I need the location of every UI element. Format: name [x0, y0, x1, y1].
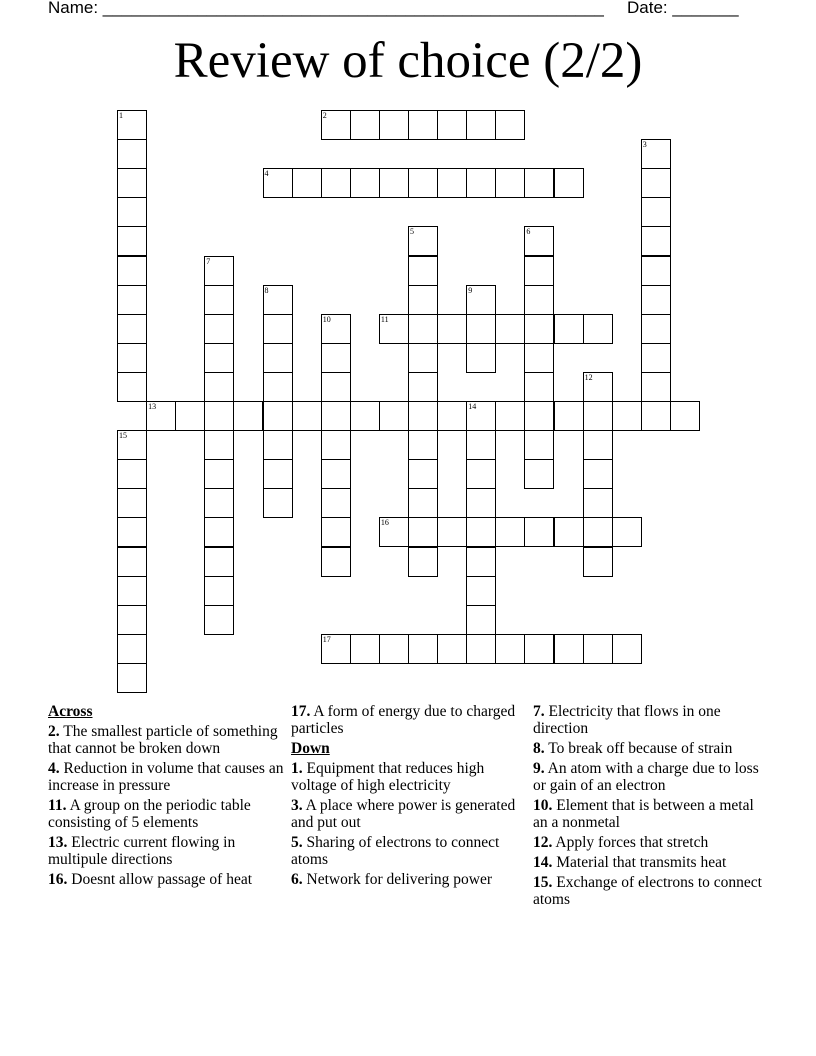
clues-column-1	[48, 700, 284, 891]
cell-number: 4	[264, 169, 269, 179]
crossword-cell[interactable]	[554, 401, 584, 431]
crossword-cell[interactable]	[641, 314, 671, 344]
crossword-cell[interactable]	[437, 634, 467, 664]
page-title: Review of choice (2/2)	[173, 33, 643, 89]
crossword-cell[interactable]	[117, 605, 147, 635]
down-clue	[533, 854, 769, 871]
crossword-cell[interactable]	[321, 517, 351, 547]
crossword-cell[interactable]	[495, 401, 525, 431]
crossword-cell[interactable]	[583, 372, 613, 402]
crossword-cell[interactable]	[117, 197, 147, 227]
crossword-cell[interactable]	[321, 343, 351, 373]
crossword-cell[interactable]	[321, 547, 351, 577]
cell-number: 3	[642, 140, 647, 150]
clue-text: Network for delivering power	[306, 871, 493, 888]
crossword-cell[interactable]	[408, 256, 438, 286]
clue-number: 1.	[291, 760, 303, 777]
crossword-cell[interactable]	[321, 634, 351, 664]
cell-number: 10	[322, 314, 331, 324]
crossword-cell[interactable]	[379, 314, 409, 344]
clue-text: A place where power is generated and put out	[291, 797, 516, 831]
crossword-cell[interactable]	[583, 459, 613, 489]
crossword-cell[interactable]	[641, 372, 671, 402]
clue-text: Equipment that reduces high voltage of high electricity	[291, 760, 485, 794]
crossword-cell[interactable]	[204, 343, 234, 373]
clue-text: Doesnt allow passage of heat	[71, 871, 253, 888]
crossword-cell[interactable]	[263, 314, 293, 344]
crossword-cell[interactable]	[583, 634, 613, 664]
crossword-cell[interactable]	[233, 401, 263, 431]
crossword-cell[interactable]	[321, 488, 351, 518]
down-clue	[533, 740, 769, 757]
across-clue	[48, 760, 284, 794]
cell-number: 15	[119, 431, 127, 441]
crossword-cell[interactable]	[117, 517, 147, 547]
crossword-cell[interactable]	[466, 488, 496, 518]
crossword-cell[interactable]	[263, 285, 293, 315]
down-clue	[533, 874, 769, 908]
crossword-cell[interactable]	[263, 343, 293, 373]
clue-number: 2.	[48, 723, 60, 740]
crossword-cell[interactable]	[204, 547, 234, 577]
clue-number: 14.	[533, 854, 553, 871]
crossword-cell[interactable]	[408, 547, 438, 577]
crossword-cell[interactable]	[263, 168, 293, 198]
cell-number: 5	[410, 227, 414, 237]
crossword-cell[interactable]	[524, 285, 554, 315]
crossword-cell[interactable]	[321, 314, 351, 344]
down-clue	[291, 834, 527, 868]
crossword-cell[interactable]	[204, 576, 234, 606]
crossword-cell[interactable]	[495, 634, 525, 664]
across-clue	[48, 834, 284, 868]
cell-number: 7	[206, 256, 211, 266]
crossword-cell[interactable]	[204, 488, 234, 518]
clue-text: Exchange of electrons to connect atoms	[533, 874, 762, 908]
crossword-cell[interactable]	[204, 285, 234, 315]
clue-number: 3.	[291, 797, 303, 814]
crossword-cell[interactable]	[524, 372, 554, 402]
crossword-cell[interactable]	[379, 168, 409, 198]
crossword-cell[interactable]	[263, 488, 293, 518]
crossword-cell[interactable]	[466, 110, 496, 140]
crossword-cell[interactable]	[583, 430, 613, 460]
crossword-cell[interactable]	[321, 401, 351, 431]
across-clue	[291, 703, 527, 737]
crossword-cell[interactable]	[117, 459, 147, 489]
crossword-cell[interactable]	[466, 314, 496, 344]
crossword-cell[interactable]	[466, 459, 496, 489]
cell-number: 11	[380, 314, 389, 324]
crossword-cell[interactable]	[641, 285, 671, 315]
crossword-cell[interactable]	[583, 488, 613, 518]
clue-text: Element that is between a metal an a nonmetal	[533, 797, 754, 831]
crossword-cell[interactable]	[524, 256, 554, 286]
crossword-cell[interactable]	[554, 168, 584, 198]
crossword-cell[interactable]	[204, 314, 234, 344]
crossword-cell[interactable]	[641, 139, 671, 169]
clue-text: Electric current flowing in multipule directions	[48, 834, 236, 868]
crossword-cell[interactable]	[204, 459, 234, 489]
crossword-cell[interactable]	[524, 459, 554, 489]
crossword-cell[interactable]	[437, 517, 467, 547]
crossword-cell[interactable]	[641, 401, 671, 431]
across-clue	[48, 723, 284, 757]
clue-text: Sharing of electrons to connect atoms	[291, 834, 500, 868]
crossword-cell[interactable]	[554, 517, 584, 547]
crossword-cell[interactable]	[292, 168, 322, 198]
crossword-cell[interactable]	[379, 401, 409, 431]
crossword-cell[interactable]	[554, 314, 584, 344]
clue-text: To break off because of strain	[548, 740, 733, 757]
crossword-cell[interactable]	[204, 401, 234, 431]
crossword-cell[interactable]	[524, 430, 554, 460]
crossword-cell[interactable]	[466, 605, 496, 635]
crossword-cell[interactable]	[466, 430, 496, 460]
crossword-cell[interactable]	[204, 256, 234, 286]
down-clue	[533, 834, 769, 851]
crossword-cell[interactable]	[408, 430, 438, 460]
clue-text: Electricity that flows in one direction	[533, 703, 721, 737]
crossword-cell[interactable]	[117, 663, 147, 693]
crossword-cell[interactable]	[408, 314, 438, 344]
clue-text: The smallest particle of something that cannot be broken down	[48, 723, 278, 757]
crossword-cell[interactable]	[350, 168, 380, 198]
clue-number: 9.	[533, 760, 545, 777]
crossword-cell[interactable]	[117, 285, 147, 315]
clue-number: 17.	[291, 703, 311, 720]
crossword-cell[interactable]	[379, 634, 409, 664]
across-clue	[48, 797, 284, 831]
clue-number: 6.	[291, 871, 303, 888]
crossword-cell[interactable]	[117, 139, 147, 169]
down-clue	[291, 797, 527, 831]
clue-text: A form of energy due to charged particles	[291, 703, 516, 737]
crossword-cell[interactable]	[408, 488, 438, 518]
crossword-cell[interactable]	[408, 226, 438, 256]
crossword-cell[interactable]	[408, 168, 438, 198]
cell-number: 1	[119, 111, 123, 120]
crossword-cell[interactable]	[641, 256, 671, 286]
crossword-cell[interactable]	[408, 401, 438, 431]
crossword-cell[interactable]	[263, 430, 293, 460]
crossword-cell[interactable]	[321, 168, 351, 198]
clue-text: An atom with a charge due to loss or gain of an electron	[533, 760, 759, 794]
down-clue	[291, 760, 527, 794]
crossword-cell[interactable]	[466, 343, 496, 373]
down-heading: Down	[291, 740, 330, 757]
crossword-cell[interactable]	[437, 168, 467, 198]
crossword-cell[interactable]	[117, 168, 147, 198]
clue-number: 16.	[48, 871, 68, 888]
clue-number: 15.	[533, 874, 553, 891]
crossword-cell[interactable]	[117, 110, 147, 140]
crossword-cell[interactable]	[495, 110, 525, 140]
clue-text: A group on the periodic table consisting of 5 elements	[48, 797, 251, 831]
clue-number: 13.	[48, 834, 68, 851]
down-clue	[533, 797, 769, 831]
crossword-cell[interactable]	[263, 372, 293, 402]
down-clue	[291, 871, 527, 888]
crossword-cell[interactable]	[321, 372, 351, 402]
clue-number: 7.	[533, 703, 545, 720]
clue-number: 8.	[533, 740, 545, 757]
crossword-cell[interactable]	[466, 168, 496, 198]
crossword-cell[interactable]	[612, 634, 642, 664]
crossword-cell[interactable]	[612, 401, 642, 431]
crossword-cell[interactable]	[117, 488, 147, 518]
across-heading: Across	[48, 703, 93, 720]
cell-number: 12	[584, 372, 593, 382]
crossword-cell[interactable]	[437, 401, 467, 431]
crossword-cell[interactable]	[524, 343, 554, 373]
crossword-cell[interactable]	[466, 634, 496, 664]
crossword-cell[interactable]	[379, 110, 409, 140]
cell-number: 8	[264, 285, 269, 295]
crossword-cell[interactable]	[437, 314, 467, 344]
cell-number: 16	[380, 518, 389, 528]
clue-number: 10.	[533, 797, 553, 814]
crossword-cell[interactable]	[524, 634, 554, 664]
crossword-cell[interactable]	[408, 285, 438, 315]
clue-number: 11.	[48, 797, 67, 814]
crossword-cell[interactable]	[524, 226, 554, 256]
crossword-cell[interactable]	[612, 517, 642, 547]
clue-number: 5.	[291, 834, 303, 851]
crossword-cell[interactable]	[408, 459, 438, 489]
crossword-cell[interactable]	[466, 547, 496, 577]
crossword-cell[interactable]	[583, 547, 613, 577]
clues-column-2	[291, 700, 527, 891]
crossword-cell[interactable]	[117, 430, 147, 460]
crossword-cell[interactable]	[466, 576, 496, 606]
clue-text: Reduction in volume that causes an increase in pressure	[48, 760, 284, 794]
crossword-cell[interactable]	[263, 401, 293, 431]
crossword-cell[interactable]	[408, 372, 438, 402]
crossword-cell[interactable]	[117, 372, 147, 402]
clues-column-3	[533, 700, 769, 911]
crossword-cell[interactable]	[641, 226, 671, 256]
crossword-cell[interactable]	[670, 401, 700, 431]
crossword-cell[interactable]	[524, 168, 554, 198]
clue-number: 4.	[48, 760, 60, 777]
across-clue	[48, 871, 284, 888]
clue-text: Material that transmits heat	[556, 854, 727, 871]
cell-number: 2	[322, 111, 327, 120]
crossword-cell[interactable]	[408, 343, 438, 373]
crossword-cell[interactable]	[117, 314, 147, 344]
crossword-cell[interactable]	[554, 634, 584, 664]
crossword-cell[interactable]	[175, 401, 205, 431]
crossword-cell[interactable]	[117, 634, 147, 664]
cell-number: 14	[468, 402, 477, 411]
crossword-cell[interactable]	[350, 401, 380, 431]
crossword-cell[interactable]	[292, 401, 322, 431]
crossword-cell[interactable]	[350, 110, 380, 140]
down-clue	[533, 760, 769, 794]
cell-number: 17	[322, 634, 331, 644]
crossword-cell[interactable]	[117, 547, 147, 577]
crossword-cell[interactable]	[117, 256, 147, 286]
crossword-cell[interactable]	[641, 197, 671, 227]
crossword-cell[interactable]	[466, 401, 496, 431]
crossword-cell[interactable]	[641, 168, 671, 198]
crossword-cell[interactable]	[583, 401, 613, 431]
crossword-cell[interactable]	[321, 430, 351, 460]
crossword-cell[interactable]	[204, 372, 234, 402]
crossword-cell[interactable]	[379, 517, 409, 547]
crossword-cell[interactable]	[495, 168, 525, 198]
crossword-cell[interactable]	[466, 517, 496, 547]
crossword-cell[interactable]	[641, 343, 671, 373]
crossword-cell[interactable]	[321, 110, 351, 140]
crossword-cell[interactable]	[524, 401, 554, 431]
crossword-cell[interactable]	[350, 634, 380, 664]
down-clue	[533, 703, 769, 737]
crossword-cell[interactable]	[117, 226, 147, 256]
cell-number: 6	[526, 227, 531, 237]
crossword-cell[interactable]	[117, 343, 147, 373]
crossword-cell[interactable]	[583, 517, 613, 547]
crossword-cell[interactable]	[204, 430, 234, 460]
crossword-cell[interactable]	[321, 459, 351, 489]
crossword-cell[interactable]	[495, 517, 525, 547]
crossword-cell[interactable]	[117, 576, 147, 606]
crossword-cell[interactable]	[408, 634, 438, 664]
crossword-cell[interactable]	[204, 517, 234, 547]
cell-number: 9	[468, 285, 473, 295]
crossword-cell[interactable]	[524, 314, 554, 344]
cell-number: 13	[148, 402, 157, 411]
crossword-cell[interactable]	[583, 314, 613, 344]
crossword-cell[interactable]	[437, 110, 467, 140]
crossword-cell[interactable]	[495, 314, 525, 344]
crossword-cell[interactable]	[466, 285, 496, 315]
crossword-cell[interactable]	[146, 401, 176, 431]
date-field-label: Date: _______	[627, 0, 739, 17]
clue-number: 12.	[533, 834, 553, 851]
crossword-cell[interactable]	[204, 605, 234, 635]
crossword-cell[interactable]	[408, 110, 438, 140]
crossword-cell[interactable]	[263, 459, 293, 489]
crossword-cell[interactable]	[524, 517, 554, 547]
name-field-label: Name: _____________________________________________________	[48, 0, 604, 17]
crossword-cell[interactable]	[408, 517, 438, 547]
clue-text: Apply forces that stretch	[555, 834, 709, 851]
